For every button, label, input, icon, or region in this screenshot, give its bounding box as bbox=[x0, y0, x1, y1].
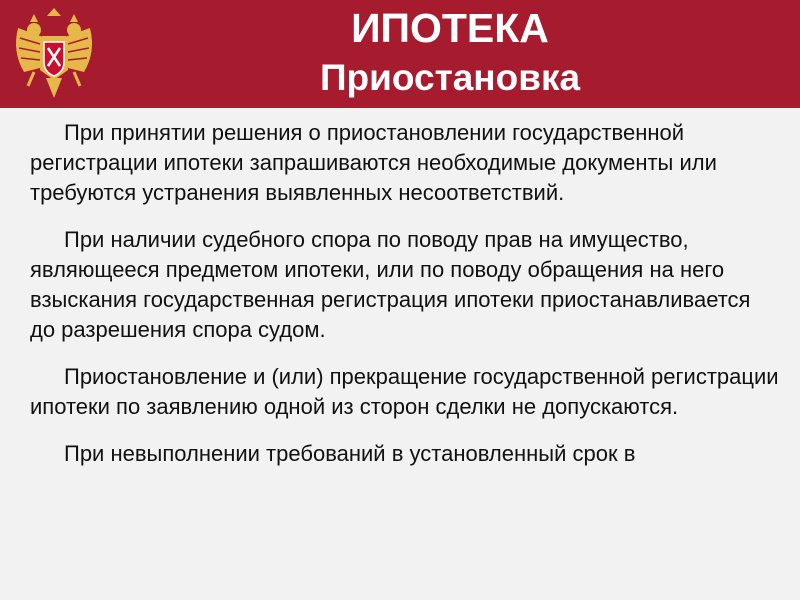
paragraph: При принятии решения о приостановлении государственной регистрации ипотеки запрашиваются необходимые документы или требуются устранения выявленных несоответствий. bbox=[30, 120, 717, 205]
header-band bbox=[0, 0, 800, 108]
paragraph: Приостановление и (или) прекращение государственной регистрации ипотеки по заявлению одной из сторон сделки не допускаются. bbox=[30, 364, 779, 419]
page-subtitle: Приостановка bbox=[319, 57, 581, 98]
paragraph: При наличии судебного спора по поводу прав на имущество, являющееся предметом ипотеки, или по поводу обращения на него взыскания государственная регистрация ипотеки приостанавливается до разрешения спора судом. bbox=[30, 227, 751, 342]
page-title: ИПОТЕКА bbox=[351, 5, 549, 51]
main-text bbox=[30, 118, 780, 486]
paragraph: При невыполнении требований в установленный срок в bbox=[64, 441, 636, 466]
double-headed-eagle-emblem-icon bbox=[10, 8, 98, 100]
